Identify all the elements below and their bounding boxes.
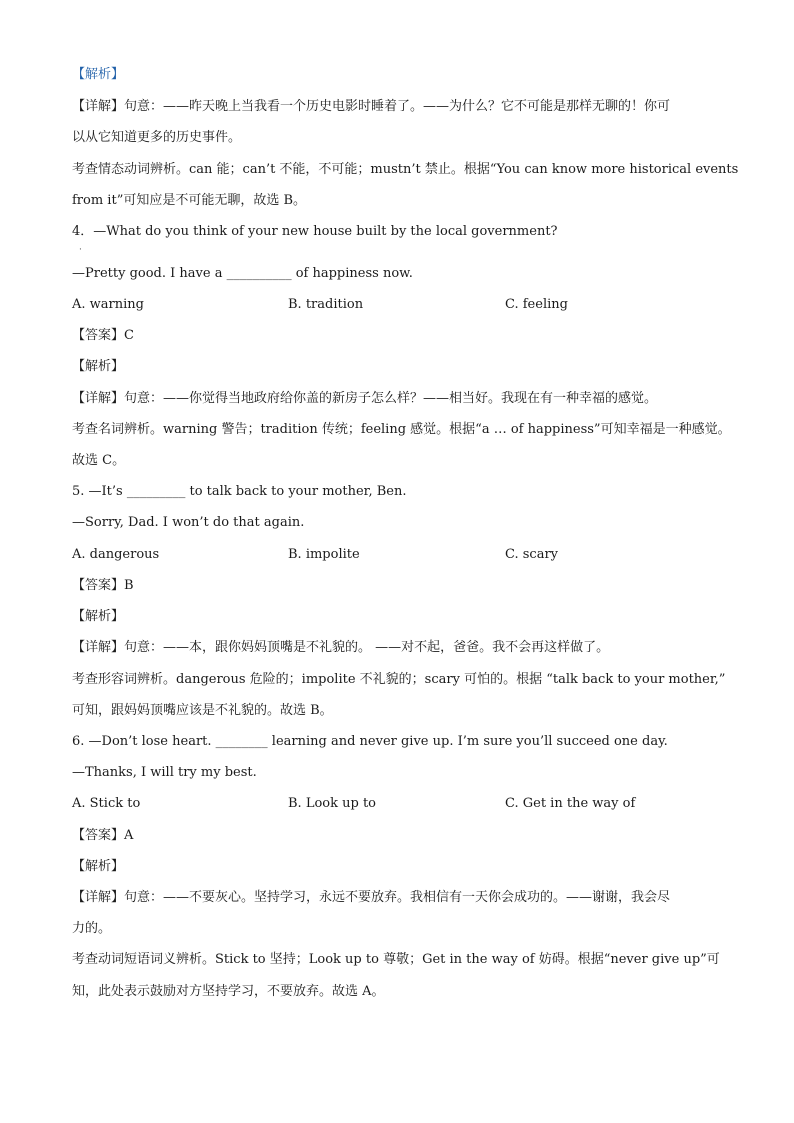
analysis-line: 可知，跟妈妈顶嘴应该是不礼貌的。故选 B。	[72, 703, 333, 718]
analysis-line: from it”可知应是不可能无聊，故选 B。	[72, 193, 307, 208]
answer-line: 【答案】A	[72, 828, 134, 843]
detail-line: 力的。	[72, 921, 112, 936]
detail-line: 【详解】句意：——你觉得当地政府给你盖的新房子怎么样？——相当好。我现在有一种幸福的感觉。	[72, 391, 658, 406]
question-stem: —Thanks, I will try my best.	[72, 765, 257, 780]
answer-line: 【答案】C	[72, 328, 134, 343]
option-c: C. Get in the way of	[505, 796, 636, 811]
explanation-heading: 【解析】	[72, 67, 125, 82]
explanation-heading: 【解析】	[72, 859, 125, 874]
analysis-line: 考查名词辨析。warning 警告；tradition 传统；feeling 感觉。根据“a … of happiness”可知幸福是一种感觉。	[72, 422, 731, 437]
option-a: A. Stick to	[72, 796, 141, 811]
detail-line: 以从它知道更多的历史事件。	[72, 130, 242, 145]
explanation-heading: 【解析】	[72, 359, 125, 374]
detail-line: 【详解】句意：——本，跟你妈妈顶嘴是不礼貌的。 ——对不起，爸爸。我不会再这样做了。	[72, 640, 610, 655]
decorative-dot: ·	[79, 245, 82, 255]
option-b: B. tradition	[288, 297, 364, 312]
question-stem: 4．—What do you think of your new house built by the local government?	[72, 224, 558, 239]
analysis-line: 考查情态动词辨析。can 能；can’t 不能，不可能；mustn’t 禁止。根据“You can know more historical events	[72, 162, 739, 177]
explanation-heading: 【解析】	[72, 609, 125, 624]
question-stem: —Pretty good. I have a __________ of happiness now.	[72, 266, 413, 281]
question-stem: —Sorry, Dad. I won’t do that again.	[72, 515, 305, 530]
option-b: B. impolite	[288, 547, 360, 562]
answer-line: 【答案】B	[72, 578, 134, 593]
question-stem: 5. —It’s _________ to talk back to your mother, Ben.	[72, 484, 407, 499]
detail-line: 【详解】句意：——不要灰心。坚持学习，永远不要放弃。我相信有一天你会成功的。——谢谢，我会尽	[72, 890, 671, 905]
analysis-line: 故选 C。	[72, 453, 126, 468]
option-a: A. dangerous	[72, 547, 160, 562]
analysis-line: 考查动词短语词义辨析。Stick to 坚持；Look up to 尊敬；Get in the way of 妨碍。根据“never give up”可	[72, 952, 720, 967]
detail-line: 【详解】句意：——昨天晚上当我看一个历史电影时睡着了。——为什么？它不可能是那样无聊的！你可	[72, 99, 671, 114]
analysis-line: 知，此处表示鼓励对方坚持学习，不要放弃。故选 A。	[72, 984, 385, 999]
question-stem: 6. —Don’t lose heart. ________ learning and never give up. I’m sure you’ll succeed one day.	[72, 734, 668, 749]
option-b: B. Look up to	[288, 796, 376, 811]
option-a: A. warning	[72, 297, 144, 312]
option-c: C. scary	[505, 547, 559, 562]
analysis-line: 考查形容词辨析。dangerous 危险的；impolite 不礼貌的；scary 可怕的。根据 “talk back to your mother,”	[72, 672, 726, 687]
option-c: C. feeling	[505, 297, 568, 312]
